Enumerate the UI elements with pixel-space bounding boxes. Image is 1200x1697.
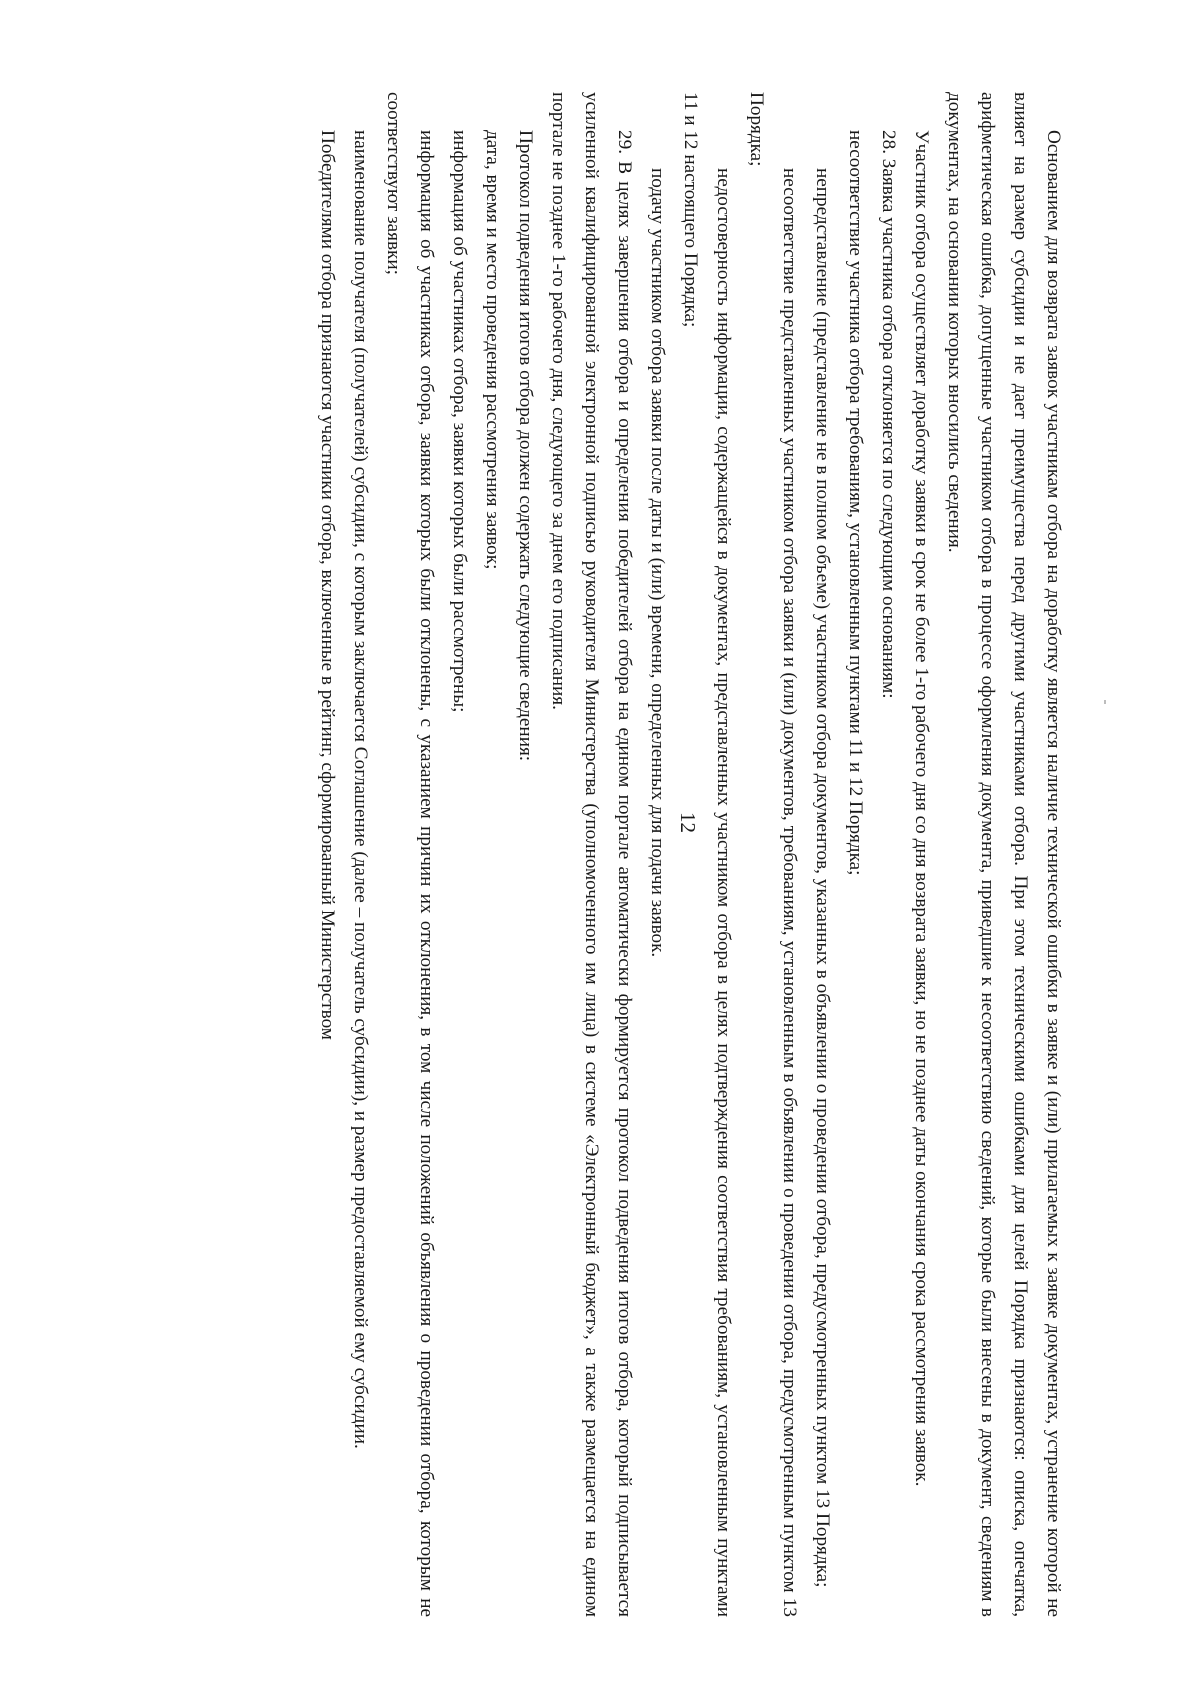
- paragraph: наименование получателя (получателей) субсидии, с которым заключается Соглашение (далее – получатель субсидии), и размер предоставляемой ему субсидии.: [350, 130, 371, 1449]
- paragraph: Участник отбора осуществляет доработку заявки в срок не более 1-го рабочего дня со дня возврата заявки, но не позднее даты окончания срока рассмотрения заявок.: [911, 130, 932, 1487]
- paragraph: недостоверность информации, содержащейся в документах, представленных участником отбора в целях подтверждения соответствия требованиям, установленным пунктами 11 и 12 настоящего Порядка;: [680, 92, 734, 1617]
- paragraph: Победителями отбора признаются участники отбора, включенные в рейтинг, сформированный Министерством: [317, 130, 338, 1040]
- rotated-text-block: [70, 92, 1070, 1617]
- paragraph: 28. Заявка участника отбора отклоняется по следующим основаниям:: [878, 130, 899, 699]
- paragraph: информация об участниках отбора, заявки которых были отклонены, с указанием причин их отклонения, в том числе положений объявления о проведении отбора, которым не соответствуют заявки;: [383, 92, 437, 1617]
- page-number: 12: [676, 812, 700, 833]
- paragraph: подачу участником отбора заявки после даты и (или) времени, определенных для подачи заявок.: [647, 168, 668, 958]
- paragraph: информация об участниках отбора, заявки которых были рассмотрены;: [449, 130, 470, 713]
- paragraph: непредставление (представление не в полном объеме) участником отбора документов, указанных в объявлении о проведении отбора, предусмотренных пунктом 13 Порядка;: [812, 168, 833, 1588]
- scan-artifact: [1104, 700, 1106, 704]
- paragraph: Основанием для возврата заявок участникам отбора на доработку является наличие технической ошибки в заявке и (или) прилагаемых к заявке документах, устранение которой не влияет на размер субсидии и не дает преимущества перед другими участниками отбора. При этом техническими ошибками для целей Порядка признаются: описка, опечатка, арифметическая ошибка, допущенные участником отбора в процессе оформления документа, приведшие к несоответствию сведений, которые были внесены в документ, сведениям в документах, на основании которых вносились сведения.: [944, 92, 1064, 1617]
- paragraph: дата, время и место проведения рассмотрения заявок;: [482, 130, 503, 570]
- paragraph: несоответствие представленных участником отбора заявки и (или) документов, требованиям, установленным в объявлении о проведении отбора, предусмотренным пунктом 13 Порядка;: [746, 92, 800, 1617]
- document-body: [311, 92, 1070, 1617]
- paragraph: Протокол подведения итогов отбора должен содержать следующие сведения:: [515, 130, 536, 762]
- paragraph: несоответствие участника отбора требованиям, установленным пунктами 11 и 12 Порядка;: [845, 130, 866, 876]
- paragraph: 29. В целях завершения отбора и определения победителей отбора на едином портале автоматически формируется протокол подведения итогов отбора, который подписывается усиленной квалифицированной электронной подписью руководителя Министерства (уполномоченного им лица) в системе «Электронный бюджет», а также размещается на едином портале не позднее 1-го рабочего дня, следующего за днем его подписания.: [548, 92, 635, 1617]
